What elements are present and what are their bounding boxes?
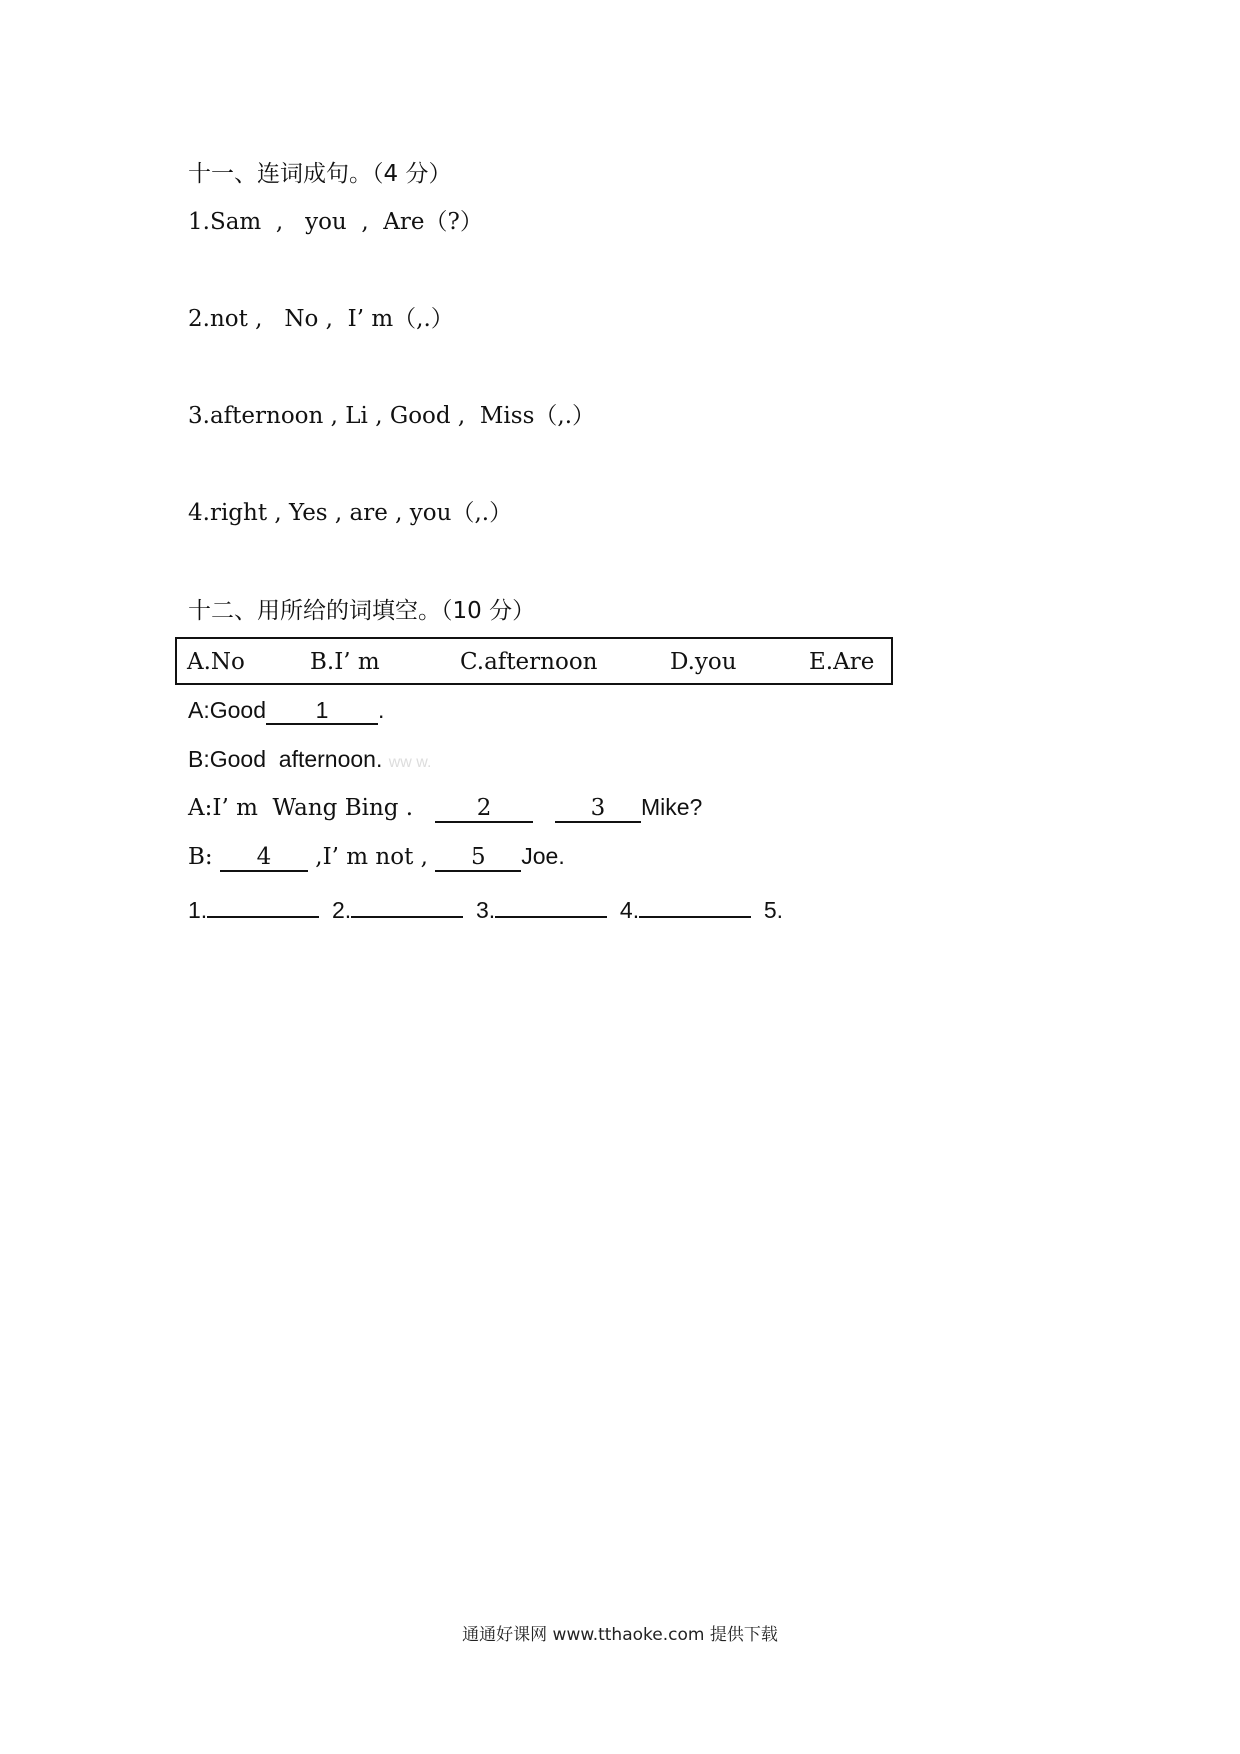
question-1: 1.Sam , you , Are（?） <box>188 209 483 235</box>
dialogue-text: A:I’ m Wang Bing . <box>188 795 421 821</box>
answer-label: 4. <box>619 897 640 923</box>
option-b: B.I’ m <box>310 649 380 675</box>
dialogue-text: Mike? <box>641 794 703 820</box>
dialogue-line-a2 <box>188 792 702 823</box>
watermark-text: ww w. <box>388 754 432 771</box>
dialogue-text: . <box>378 697 385 723</box>
blank-3[interactable]: 3 <box>555 795 641 823</box>
blank-2[interactable]: 2 <box>435 795 533 823</box>
dialogue-line-b1 <box>188 744 431 778</box>
dialogue-text: B:Good afternoon. <box>188 746 383 772</box>
word-bank-box <box>175 637 893 685</box>
dialogue-line-b2 <box>188 841 565 872</box>
section-12-heading: 十二、用所给的词填空。（10 分） <box>188 598 536 624</box>
answer-line <box>188 890 783 925</box>
answer-label: 3. <box>475 897 496 923</box>
question-4: 4.right , Yes , are , you（,.） <box>188 500 513 526</box>
section-11-heading: 十一、连词成句。（4 分） <box>188 161 452 187</box>
answer-blank-4[interactable] <box>639 890 751 918</box>
option-c: C.afternoon <box>460 649 598 675</box>
answer-label: 1. <box>188 897 208 923</box>
dialogue-text: B: <box>188 844 220 870</box>
answer-blank-2[interactable] <box>351 890 463 918</box>
blank-4[interactable]: 4 <box>220 844 308 872</box>
option-a: A.No <box>187 649 245 675</box>
dialogue-text: Joe. <box>521 843 565 869</box>
dialogue-line-a1 <box>188 695 384 725</box>
answer-blank-3[interactable] <box>495 890 607 918</box>
answer-label: 2. <box>331 897 352 923</box>
footer-text: 通通好课网 www.tthaoke.com 提供下载 <box>462 1625 778 1645</box>
question-2: 2.not , No , I’ m（,.） <box>188 306 454 332</box>
option-d: D.you <box>670 649 737 675</box>
dialogue-text: A:Good <box>188 697 266 723</box>
answer-label: 5. <box>763 897 784 923</box>
dialogue-text: ,I’ m not , <box>307 844 436 870</box>
question-3: 3.afternoon , Li , Good , Miss（,.） <box>188 403 596 429</box>
option-e: E.Are <box>809 649 875 675</box>
blank-1[interactable]: 1 <box>266 697 378 725</box>
blank-5[interactable]: 5 <box>435 844 521 872</box>
answer-blank-1[interactable] <box>207 890 319 918</box>
